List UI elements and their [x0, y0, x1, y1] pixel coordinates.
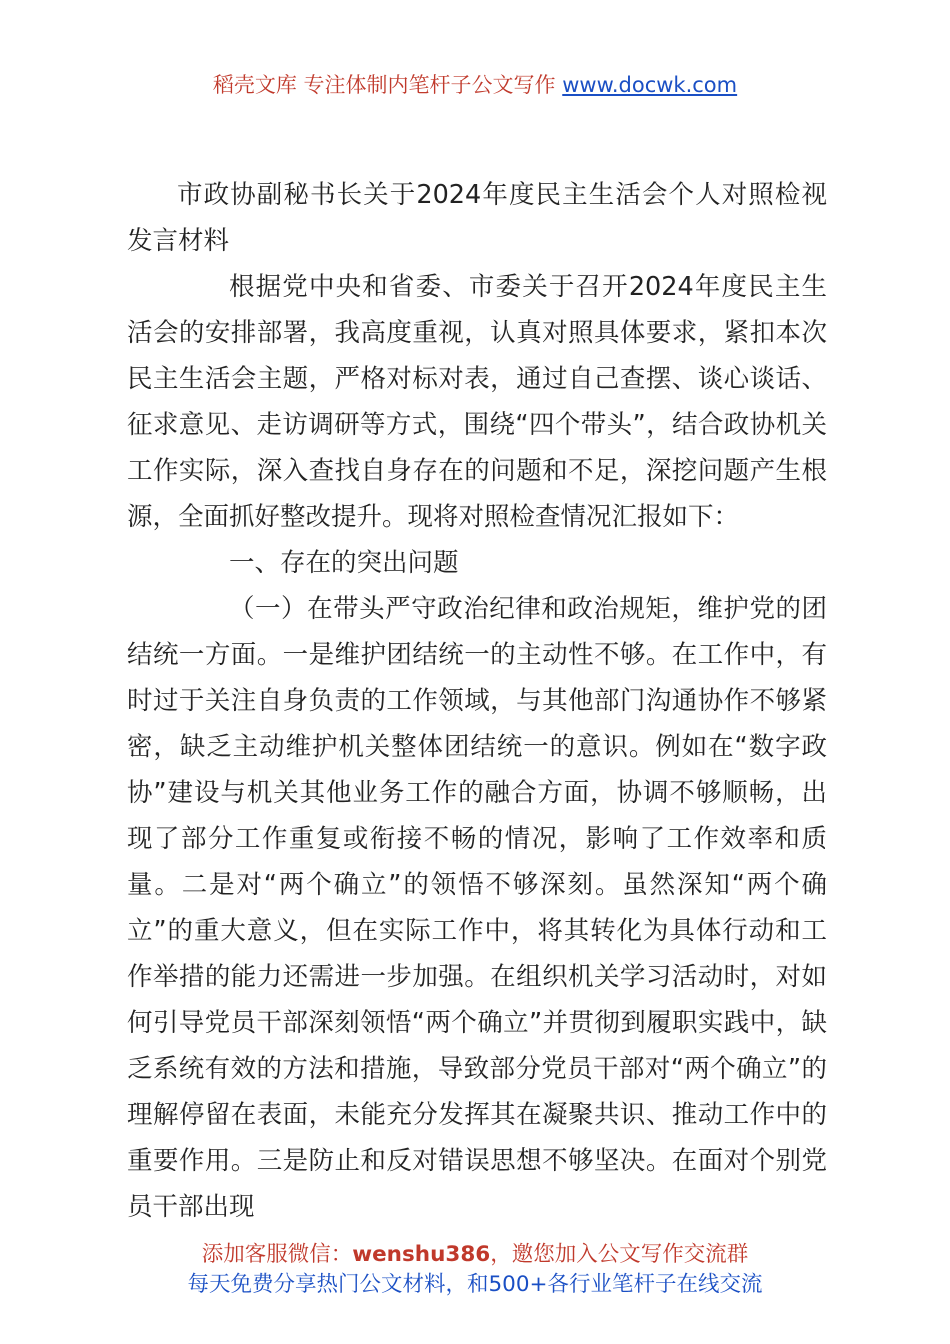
footer-line-2: 每天免费分享热门公文材料，和500+各行业笔杆子在线交流 — [187, 1272, 763, 1297]
document-paragraph-intro: 根据党中央和省委、市委关于召开2024年度民主生活会的安排部署，我高度重视，认真对照具体要求，紧扣本次民主生活会主题，严格对标对表，通过自己查摆、谈心谈话、征求意见、走访调研等方式，围绕“四个带头”，结合政协机关工作实际，深入查找自身存在的问题和不足，深挖问题产生根源，全面抓好整改提升。现将对照检查情况汇报如下： — [127, 272, 827, 532]
footer-wechat-suffix: ，邀您加入公文写作交流群 — [490, 1242, 749, 1267]
document-body — [127, 172, 827, 1230]
header-url-link[interactable]: www.docwk.com — [562, 73, 738, 97]
watermark-header — [0, 70, 950, 100]
section-heading: 一、存在的突出问题 — [229, 548, 459, 578]
document-title: 市政协副秘书长关于2024年度民主生活会个人对照检视发言材料 — [127, 180, 827, 256]
document-paragraph-issue-1: （一）在带头严守政治纪律和政治规矩，维护党的团结统一方面。一是维护团结统一的主动性不够。在工作中，有时过于关注自身负责的工作领域，与其他部门沟通协作不够紧密，缺乏主动维护机关整体团结统一的意识。例如在“数字政协”建设与机关其他业务工作的融合方面，协调不够顺畅，出现了部分工作重复或衔接不畅的情况，影响了工作效率和质量。二是对“两个确立”的领悟不够深刻。虽然深知“两个确立”的重大意义，但在实际工作中，将其转化为具体行动和工作举措的能力还需进一步加强。在组织机关学习活动时，对如何引导党员干部深刻领悟“两个确立”并贯彻到履职实践中，缺乏系统有效的方法和措施，导致部分党员干部对“两个确立”的理解停留在表面，未能充分发挥其在凝聚共识、推动工作中的重要作用。三是防止和反对错误思想不够坚决。在面对个别党员干部出现 — [127, 594, 827, 1222]
header-brand-text: 稻壳文库 专注体制内笔杆子公文写作 — [212, 73, 556, 97]
footer-wechat-id: wenshu386 — [352, 1242, 491, 1267]
promo-footer — [0, 1240, 950, 1300]
footer-line-1 — [0, 1240, 950, 1270]
footer-wechat-prefix: 添加客服微信： — [201, 1242, 353, 1267]
